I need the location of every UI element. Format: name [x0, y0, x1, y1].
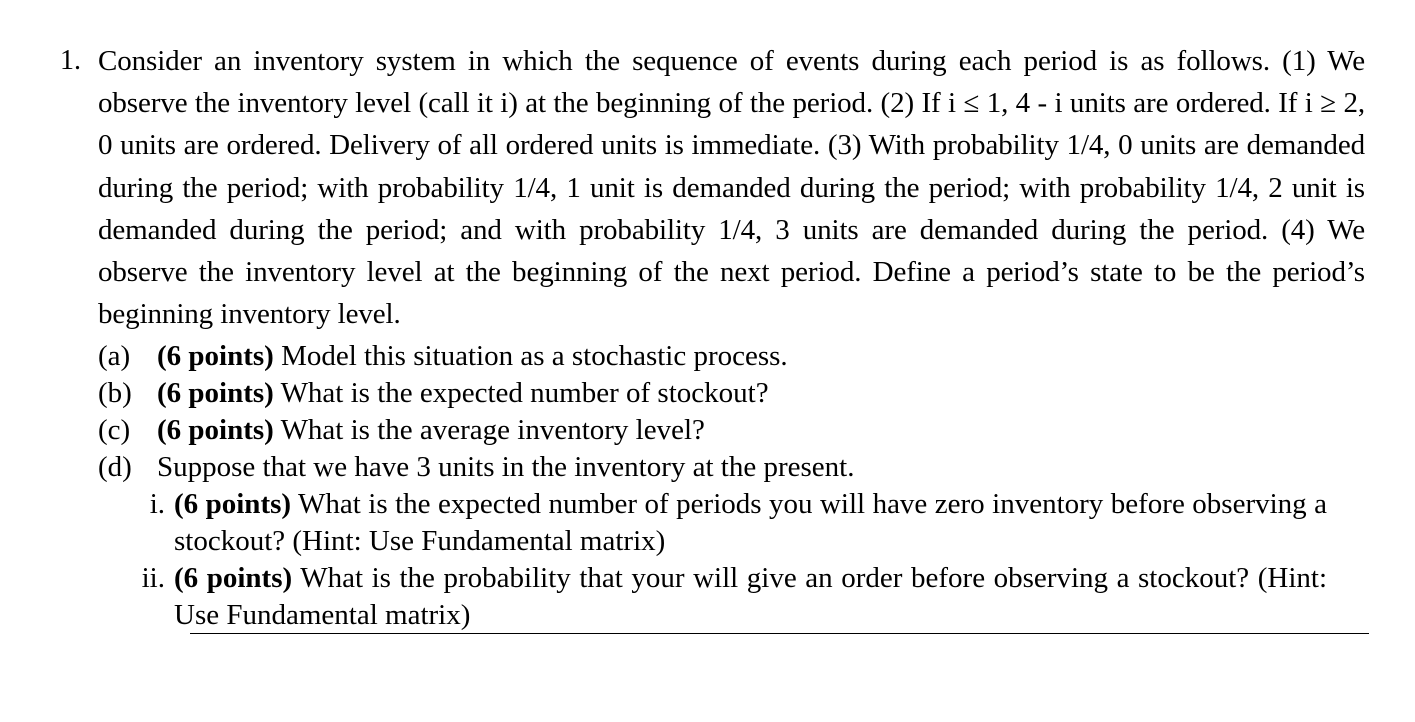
part-text [157, 412, 705, 449]
points-label: (6 points) [174, 488, 292, 520]
subpart-label: i. [149, 488, 165, 520]
subpart-label: ii. [141, 562, 165, 594]
part-label: (a) [98, 340, 131, 372]
part-label: (d) [98, 451, 132, 483]
points-label: (6 points) [174, 562, 293, 594]
question-text: What is the average inventory level? [280, 414, 705, 446]
subpart-list [128, 486, 1327, 634]
problem-number: 1. [60, 45, 81, 76]
part-c [98, 412, 1365, 449]
problem-stem: Consider an inventory system in which the sequence of events during each period is as follows. (1) We observe the inventory level (call it i) at the beginning of the period. (2) If i ≤ 1, 4 - i units are ordered. If i ≥ 2, 0 units are ordered. Delivery of all ordered units is immediate. (3) With probability 1/4, 0 units are demanded during the period; with probability 1/4, 1 unit is demanded during the period; with probability 1/4, 2 unit is demanded during the period; and with probability 1/4, 3 units are demanded during the period. (4) We observe the inventory level at the beginning of the next period. Define a period’s state to be the period’s beginning inventory level. [98, 45, 1365, 331]
question-text: What is the probability that your will give an order before observing a stockout? (Hint: Use Fundamental matrix) [174, 562, 1328, 631]
subpart-ii [128, 560, 1327, 634]
subpart-i [128, 486, 1327, 560]
part-b [98, 375, 1365, 412]
part-list [98, 338, 1365, 486]
question-text: What is the expected number of stockout? [280, 377, 769, 409]
points-label: (6 points) [157, 340, 274, 372]
part-label: (b) [98, 377, 132, 409]
subpart-text [174, 560, 1327, 634]
part-d [98, 449, 1365, 486]
part-text [157, 375, 769, 412]
part-text [157, 449, 854, 486]
points-label: (6 points) [157, 377, 274, 409]
part-a [98, 338, 1365, 375]
question-text: Suppose that we have 3 units in the inventory at the present. [157, 451, 855, 483]
points-label: (6 points) [157, 414, 274, 446]
question-text: What is the expected number of periods you will have zero inventory before observing a stockout? (Hint: Use Fundamental matrix) [174, 488, 1327, 557]
part-label: (c) [98, 414, 131, 446]
question-text: Model this situation as a stochastic process. [281, 340, 788, 372]
subpart-text [174, 486, 1327, 560]
divider-line [190, 633, 1369, 634]
part-text [157, 338, 788, 375]
